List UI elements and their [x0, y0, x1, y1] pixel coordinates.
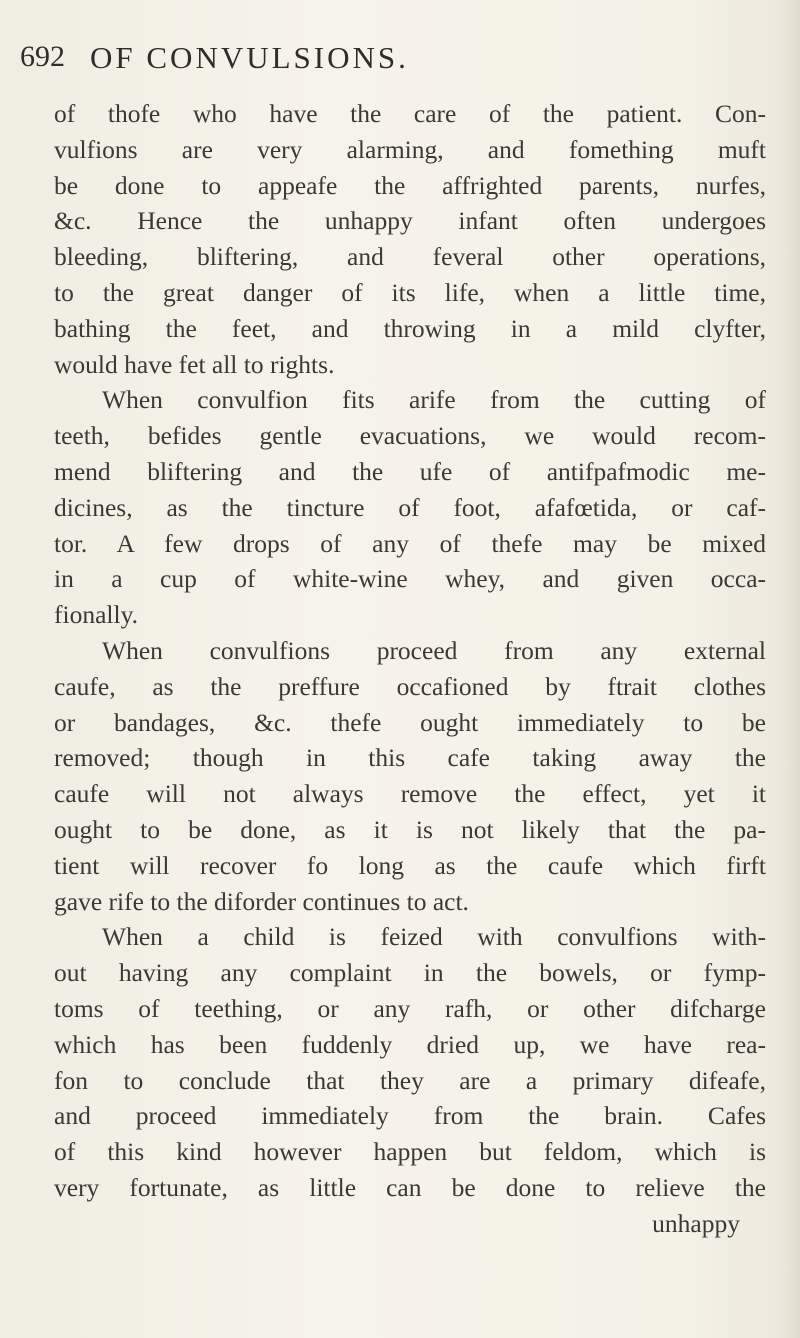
text-line: gave rife to the diforder continues to act.	[54, 886, 469, 916]
text-line: tient will recover fo long as the caufe which firft	[54, 850, 766, 880]
text-line: of thofe who have the care of the patient. Con-	[54, 99, 766, 128]
text-line: bleeding, bliftering, and feveral other operations,	[54, 242, 766, 272]
text-line: ought to be done, as it is not likely that the pa-	[54, 814, 766, 844]
text-line: mend bliftering and the ufe of antifpafmodic me-	[54, 456, 766, 486]
text-line: teeth, befides gentle evacuations, we would recom-	[54, 421, 766, 451]
text-line: which has been fuddenly dried up, we have rea-	[54, 1029, 766, 1059]
text-line: removed; though in this cafe taking away the	[54, 743, 766, 773]
text-line: vulfions are very alarming, and fomething muft	[54, 134, 766, 164]
page-edge-shadow	[782, 0, 800, 1338]
text-line: fon to conclude that they are a primary difeafe,	[54, 1065, 766, 1095]
body-text	[54, 96, 766, 1242]
text-line: tor. A few drops of any of thefe may be mixed	[54, 528, 766, 558]
text-line: be done to appeafe the affrighted parents, nurfes,	[54, 170, 766, 200]
text-line: caufe will not always remove the effect, yet it	[54, 779, 766, 809]
text-line: &c. Hence the unhappy infant often undergoes	[54, 206, 766, 236]
text-line: or bandages, &c. thefe ought immediately to be	[54, 707, 766, 737]
text-line: out having any complaint in the bowels, or fymp-	[54, 958, 766, 988]
paragraph-start-line: When convulfions proceed from any external	[102, 635, 766, 665]
page-header	[20, 40, 780, 100]
paragraph-start-line: When a child is feized with convulfions with-	[102, 922, 766, 952]
page-number: 692	[20, 40, 65, 73]
text-line: caufe, as the preffure occafioned by ftrait clothes	[54, 671, 766, 701]
running-head: OF CONVULSIONS.	[90, 40, 409, 75]
text-line: fionally.	[54, 600, 139, 630]
text-line: dicines, as the tincture of foot, afafœtida, or caf-	[54, 492, 766, 522]
text-line: to the great danger of its life, when a little time,	[54, 277, 766, 307]
paragraph-start-line: When convulfion fits arife from the cutting of	[102, 385, 766, 415]
text-line: toms of teething, or any rafh, or other difcharge	[54, 993, 766, 1023]
text-line: bathing the feet, and throwing in a mild clyfter,	[54, 313, 766, 343]
text-line: would have fet all to rights.	[54, 349, 335, 379]
text-line: of this kind however happen but feldom, which is	[54, 1137, 766, 1167]
text-line: in a cup of white-wine whey, and given occa-	[54, 564, 766, 594]
text-line: very fortunate, as little can be done to relieve the	[54, 1172, 766, 1202]
text-line: and proceed immediately from the brain. Cafes	[54, 1101, 766, 1131]
catchword: unhappy	[652, 1208, 740, 1238]
